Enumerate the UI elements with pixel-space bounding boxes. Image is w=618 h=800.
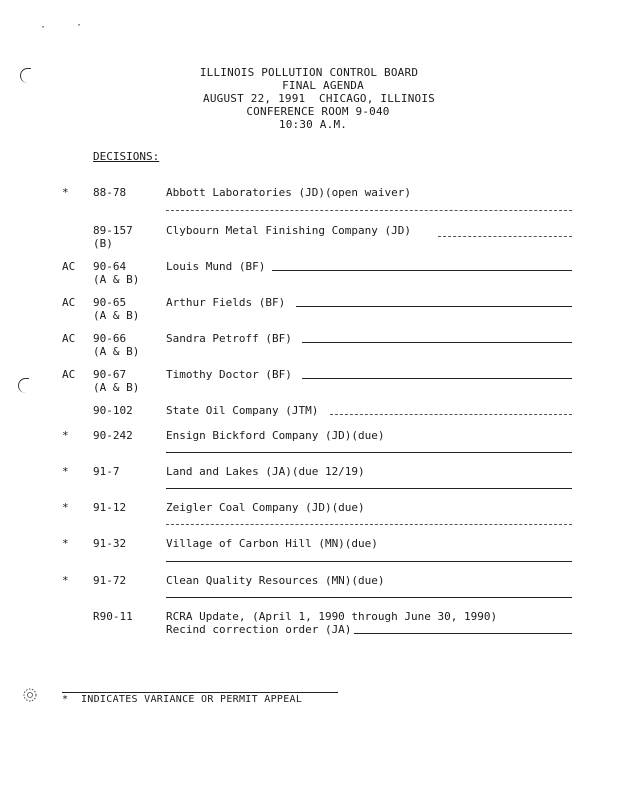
docket-number: R90-11	[93, 610, 133, 623]
signature-line	[330, 414, 572, 415]
signature-line	[166, 597, 572, 598]
item-description: State Oil Company (JTM)	[166, 404, 319, 417]
item-description: Zeigler Coal Company (JD)(due)	[166, 501, 365, 514]
item-description: Timothy Doctor (BF)	[166, 368, 292, 381]
item-mark: AC	[62, 368, 76, 381]
meeting-date-location: AUGUST 22, 1991 CHICAGO, ILLINOIS	[203, 92, 435, 105]
agenda-header	[0, 66, 618, 131]
signature-line	[166, 452, 572, 453]
footer-rule	[62, 692, 338, 693]
scan-speck: ·	[76, 20, 83, 31]
meeting-time: 10:30 A.M.	[278, 118, 348, 131]
section-title-decisions: DECISIONS:	[93, 150, 160, 163]
signature-line	[166, 488, 572, 489]
item-description: Ensign Bickford Company (JD)(due)	[166, 429, 385, 442]
docket-number: 90-65 (A & B)	[93, 296, 140, 322]
docket-number: 91-72	[93, 574, 127, 587]
docket-number: 89-157 (B)	[93, 224, 133, 250]
item-mark: *	[62, 465, 69, 478]
agenda-title: FINAL AGENDA	[282, 79, 364, 92]
item-description: Clean Quality Resources (MN)(due)	[166, 574, 385, 587]
item-mark: AC	[62, 332, 76, 345]
docket-number: 90-102	[93, 404, 133, 417]
item-mark: AC	[62, 296, 76, 309]
signature-line	[272, 270, 572, 271]
signature-line	[354, 633, 572, 634]
signature-line	[166, 561, 572, 562]
docket-number: 91-7	[93, 465, 120, 478]
footer-note: * INDICATES VARIANCE OR PERMIT APPEAL	[62, 694, 303, 705]
signature-line	[302, 378, 572, 379]
signature-line	[438, 236, 572, 237]
signature-line	[296, 306, 572, 307]
item-mark: *	[62, 186, 69, 199]
item-description: Sandra Petroff (BF)	[166, 332, 292, 345]
board-name: ILLINOIS POLLUTION CONTROL BOARD	[199, 66, 419, 79]
item-mark: *	[62, 501, 69, 514]
item-description: RCRA Update, (April 1, 1990 through June 30, 1990) Recind correction order (JA)	[166, 610, 498, 636]
item-mark: *	[62, 429, 69, 442]
signature-line	[302, 342, 572, 343]
docket-number: 91-32	[93, 537, 127, 550]
item-mark: *	[62, 574, 69, 587]
docket-number: 90-66 (A & B)	[93, 332, 140, 358]
scan-speck: ·	[40, 22, 47, 33]
item-mark: AC	[62, 260, 76, 273]
item-description: Louis Mund (BF)	[166, 260, 266, 273]
item-mark: *	[62, 537, 69, 550]
docket-number: 90-67 (A & B)	[93, 368, 140, 394]
punch-hole-mark	[18, 378, 29, 393]
item-description: Land and Lakes (JA)(due 12/19)	[166, 465, 365, 478]
item-description: Clybourn Metal Finishing Company (JD)	[166, 224, 412, 237]
item-description: Arthur Fields (BF)	[166, 296, 286, 309]
signature-line	[166, 210, 572, 211]
item-description: Abbott Laboratories (JD)(open waiver)	[166, 186, 412, 199]
docket-number: 90-64 (A & B)	[93, 260, 140, 286]
docket-number: 91-12	[93, 501, 127, 514]
item-description: Village of Carbon Hill (MN)(due)	[166, 537, 378, 550]
docket-number: 90-242	[93, 429, 133, 442]
docket-number: 88-78	[93, 186, 127, 199]
signature-line	[166, 524, 572, 525]
meeting-room: CONFERENCE ROOM 9-040	[246, 105, 390, 118]
scan-stamp-mark	[18, 686, 42, 704]
